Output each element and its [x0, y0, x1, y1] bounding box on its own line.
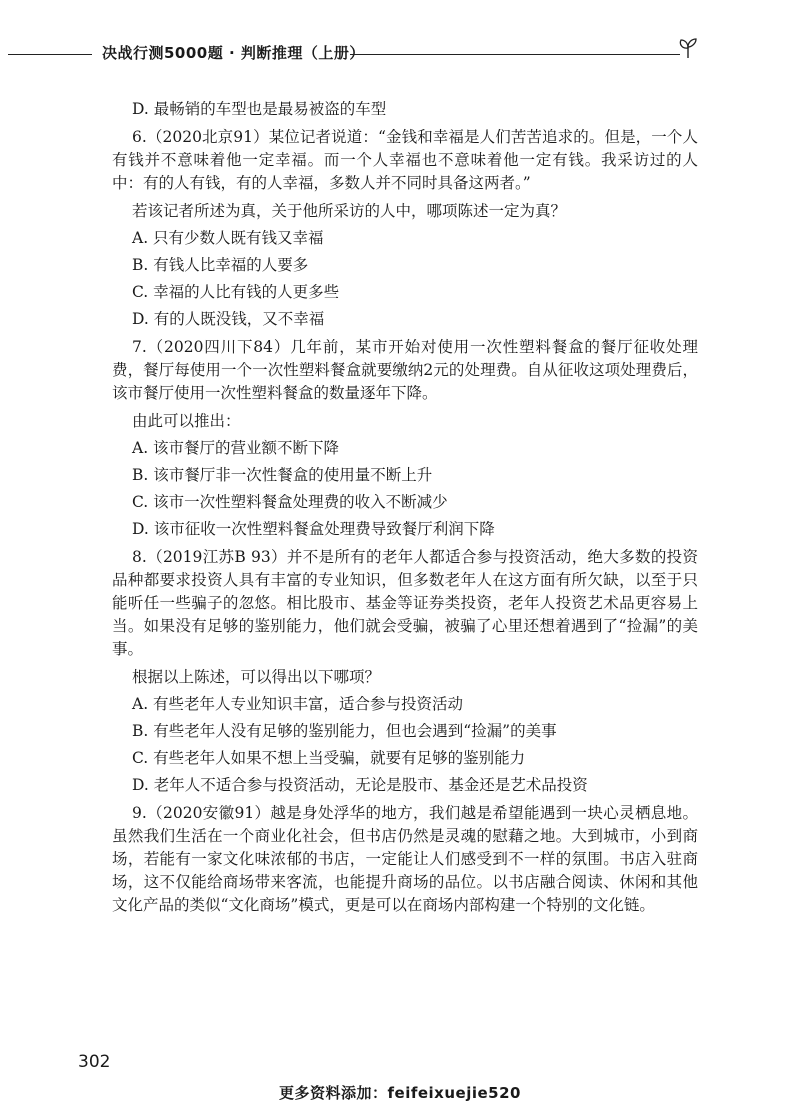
page-body — [112, 94, 698, 917]
question-7-prompt: 由此可以推出： — [132, 412, 241, 430]
option-c-q7: C. 该市一次性塑料餐盒处理费的收入不断减少 — [132, 493, 448, 511]
option-c-q6: C. 幸福的人比有钱的人更多些 — [132, 283, 340, 301]
option-d-q6: D. 有的人既没钱，又不幸福 — [132, 310, 325, 328]
running-title: 决战行测5000题 · 判断推理（上册） — [102, 44, 365, 62]
option-b-q6: B. 有钱人比幸福的人要多 — [132, 256, 309, 274]
question-7-stem: 7.（2020四川下84）几年前，某市开始对使用一次性塑料餐盒的餐厅征收处理费，餐厅每使用一个一次性塑料餐盒就要缴纳2元的处理费。自从征收这项处理费后，该市餐厅使用一次性塑料餐盒的数量逐年下降。 — [112, 338, 698, 402]
question-6-stem: 6.（2020北京91）某位记者说道：“金钱和幸福是人们苦苦追求的。但是，一个人有钱并不意味着他一定幸福。而一个人幸福也不意味着他一定有钱。我采访过的人中：有的人有钱，有的人幸福，多数人并不同时具备这两者。” — [112, 128, 698, 192]
option-b-q8: B. 有些老年人没有足够的鉴别能力，但也会遇到“捡漏”的美事 — [132, 722, 557, 740]
question-8-prompt: 根据以上陈述，可以得出以下哪项？ — [132, 668, 381, 686]
page-number: 302 — [78, 1052, 111, 1072]
option-a-q6: A. 只有少数人既有钱又幸福 — [132, 229, 324, 247]
header-rule-left — [8, 54, 92, 55]
footer-note: 更多资料添加：feifeixuejie520 — [279, 1084, 521, 1102]
option-c-q8: C. 有些老年人如果不想上当受骗，就要有足够的鉴别能力 — [132, 749, 526, 767]
option-a-q7: A. 该市餐厅的营业额不断下降 — [132, 439, 340, 457]
sprout-icon — [676, 36, 700, 60]
question-9-stem: 9.（2020安徽91）越是身处浮华的地方，我们越是希望能遇到一块心灵栖息地。虽然我们生活在一个商业化社会，但书店仍然是灵魂的慰藉之地。大到城市，小到商场，若能有一家文化味浓郁的书店，一定能让人们感受到不一样的氛围。书店入驻商场，这不仅能给商场带来客流，也能提升商场的品位。以书店融合阅读、休闲和其他文化产品的类似“文化商场”模式，更是可以在商场内部构建一个特别的文化链。 — [112, 804, 698, 914]
question-6-prompt: 若该记者所述为真，关于他所采访的人中，哪项陈述一定为真？ — [132, 202, 567, 220]
option-d-q5: D. 最畅销的车型也是最易被盗的车型 — [132, 100, 387, 118]
page-header — [0, 38, 800, 68]
option-a-q8: A. 有些老年人专业知识丰富，适合参与投资活动 — [132, 695, 464, 713]
option-d-q8: D. 老年人不适合参与投资活动，无论是股市、基金还是艺术品投资 — [132, 776, 588, 794]
question-8-stem: 8.（2019江苏B 93）并不是所有的老年人都适合参与投资活动，绝大多数的投资品种都要求投资人具有丰富的专业知识，但多数老年人在这方面有所欠缺，以至于只能听任一些骗子的忽悠。相比股市、基金等证券类投资，老年人投资艺术品更容易上当。如果没有足够的鉴别能力，他们就会受骗，被骗了心里还想着遇到了“捡漏”的美事。 — [112, 548, 698, 658]
option-b-q7: B. 该市餐厅非一次性餐盒的使用量不断上升 — [132, 466, 433, 484]
header-rule-right — [350, 54, 680, 55]
option-d-q7: D. 该市征收一次性塑料餐盒处理费导致餐厅利润下降 — [132, 520, 495, 538]
